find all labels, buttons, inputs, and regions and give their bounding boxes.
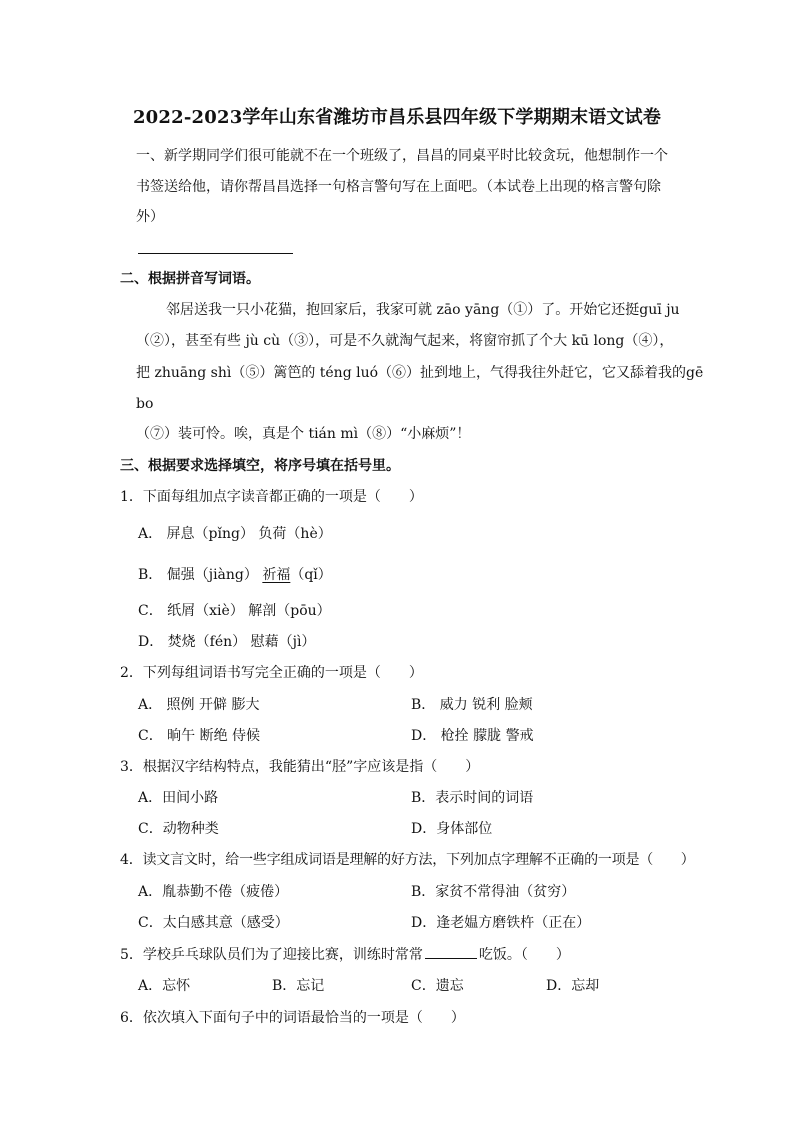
q3-3-option-b: B．表示时间的词语 [411, 790, 534, 806]
q3-1-option-a: A． 屏息（pǐng） 负荷（hè） [138, 526, 332, 542]
q3-5-option-d: D．忘却 [546, 978, 600, 994]
q3-3-stem: 3．根据汉字结构特点，我能猜出“胫”字应该是指（ ） [120, 759, 480, 775]
q3-4-option-a: A．胤恭勤不倦（疲倦） [138, 884, 289, 900]
page-title: 2022-2023学年山东省潍坊市昌乐县四年级下学期期末语文试卷 [132, 107, 662, 128]
q3-1-option-b-prefix: B． 倔强（jiàng） [138, 567, 263, 583]
q2-text-line-3: 把 zhuāng shì（⑤）篱笆的 téng luó（⑥）扯到地上，气得我往外赶它，它又舔着我的gē [136, 365, 704, 381]
q3-6-stem: 6．依次填入下面句子中的词语最恰当的一项是（ ） [120, 1010, 465, 1026]
q3-2-option-d: D． 枪拴 朦胧 警戒 [411, 728, 534, 744]
q3-1-stem: 1．下面每组加点字读音都正确的一项是（ ） [120, 489, 423, 505]
q3-4-option-d: D．逢老媪方磨铁杵（正在） [411, 915, 591, 931]
q2-text-line-2: （②），甚至有些 jù cù（③），可是不久就淘气起来，将窗帘抓了个大 kū long（④）， [136, 333, 674, 349]
q3-4-option-c: C．太白感其意（感受） [138, 915, 289, 931]
q2-text-line-1: 邻居送我一只小花猫，抱回家后，我家可就 zāo yāng（①）了。开始它还挺guī ju [166, 302, 680, 318]
q3-2-option-a: A． 照例 开僻 膨大 [138, 697, 260, 713]
q1-text-line-2: 书签送给他，请你帮昌昌选择一句格言警句写在上面吧。（本试卷上出现的格言警句除 [136, 179, 661, 195]
q1-answer-line [138, 253, 293, 254]
q3-5-option-a: A．忘怀 [138, 978, 191, 994]
q3-3-option-a: A．田间小路 [138, 790, 219, 806]
q3-1-option-b [138, 565, 332, 585]
q3-5-stem [120, 944, 570, 965]
q3-2-stem: 2．下列每组词语书写完全正确的一项是（ ） [120, 665, 423, 681]
q3-2-option-c: C． 晌午 断绝 侍候 [138, 728, 261, 744]
q3-5-stem-before: 5．学校乒乓球队员们为了迎接比赛，训练时常常 [120, 947, 423, 963]
q3-1-option-b-word: 祈福 [262, 567, 291, 583]
q3-3-option-d: D．身体部位 [411, 821, 493, 837]
q2-heading: 二、根据拼音写词语。 [120, 271, 260, 287]
q3-2-option-b: B． 威力 锐利 脸颊 [411, 697, 533, 713]
q1-text-line-3: 外） [136, 209, 164, 225]
q3-4-option-b: B．家贫不常得油（贫穷） [411, 884, 576, 900]
q3-3-option-c: C．动物种类 [138, 821, 219, 837]
q2-text-line-4: bo [136, 396, 154, 412]
q3-5-option-c: C．遗忘 [411, 978, 464, 994]
q3-5-stem-after: 吃饭。（ ） [478, 947, 570, 963]
q1-text-line-1: 一、新学期同学们很可能就不在一个班级了，昌昌的同桌平时比较贪玩，他想制作一个 [136, 148, 668, 164]
q3-1-option-d: D． 焚烧（fén） 慰藉（jì） [138, 634, 316, 650]
q3-1-option-c: C． 纸屑（xiè） 解剖（pōu） [138, 603, 331, 619]
q3-1-option-b-suffix: （qǐ） [290, 567, 332, 583]
q3-4-stem: 4．读文言文时，给一些字组成词语是理解的好方法，下列加点字理解不正确的一项是（ ） [120, 852, 695, 868]
q3-heading: 三、根据要求选择填空，将序号填在括号里。 [120, 458, 400, 474]
q3-5-fill-blank [425, 944, 477, 959]
q3-5-option-b: B．忘记 [272, 978, 325, 994]
q2-text-line-5: （⑦）装可怜。唉，真是个 tián mì（⑧）“小麻烦”！ [136, 426, 471, 442]
